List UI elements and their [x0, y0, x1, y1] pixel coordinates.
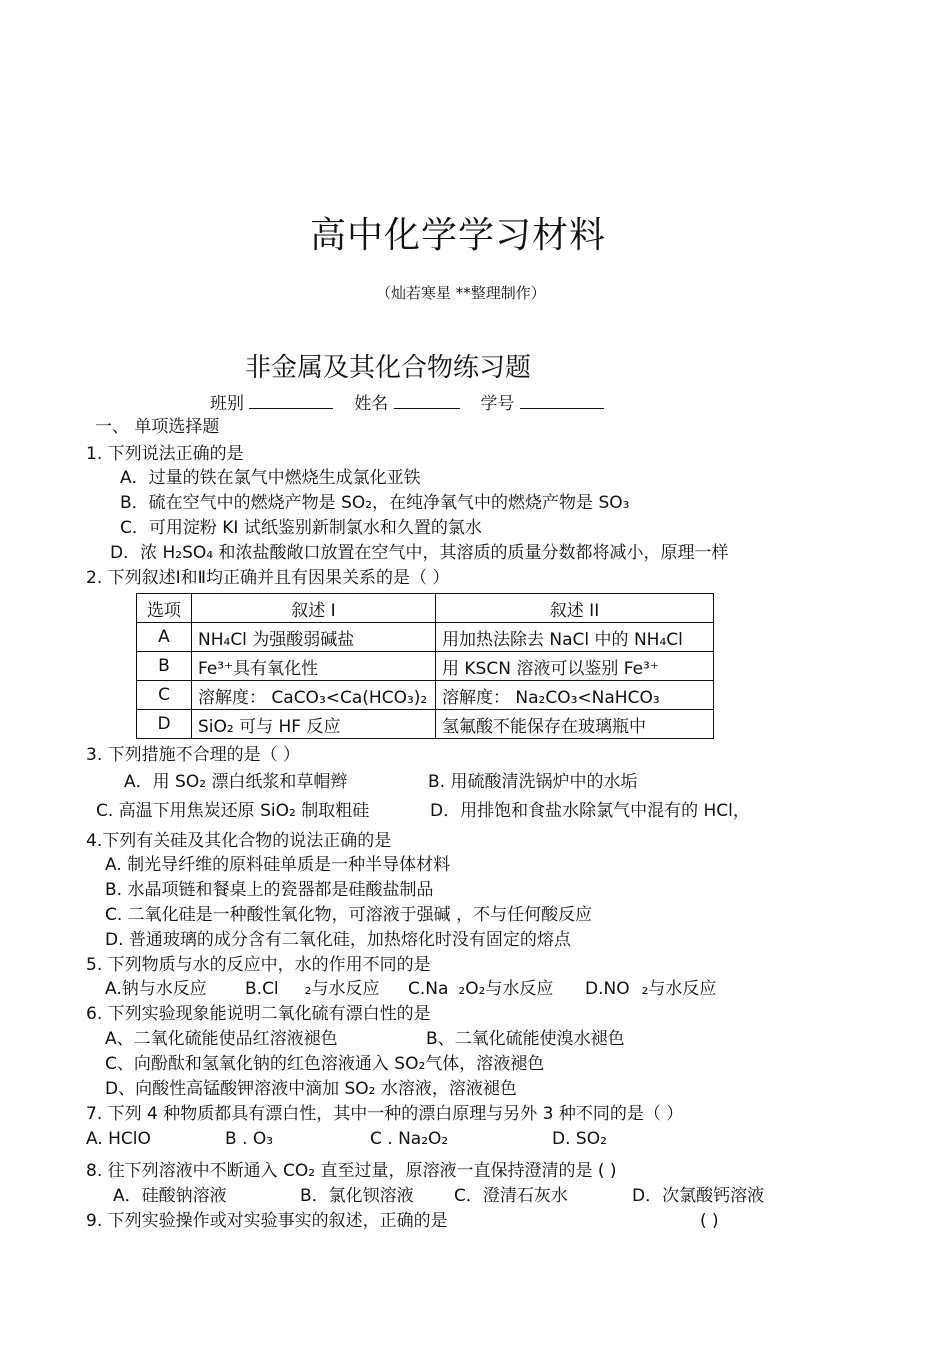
- q9-answer-paren: ( ): [700, 1211, 719, 1231]
- q6-option-a: A、二氧化硫能使品红溶液褪色: [105, 1029, 338, 1049]
- q1-option-d: D．浓 H₂SO₄ 和浓盐酸敞口放置在空气中，其溶质的质量分数都将减小，原理一样: [110, 543, 729, 563]
- worksheet-title: 非金属及其化合物练习题: [245, 353, 532, 383]
- q3-stem: 3. 下列措施不合理的是（ ）: [86, 745, 301, 765]
- q7-option-d: D. SO₂: [552, 1129, 607, 1149]
- q5-option-c: [408, 978, 553, 1000]
- q3-option-d: D．用排饱和食盐水除氯气中混有的 HCl，: [430, 801, 750, 821]
- q5-option-b-label: B.Cl: [245, 979, 279, 999]
- class-blank[interactable]: [249, 392, 333, 409]
- q8-option-b: B．氯化钡溶液: [300, 1186, 414, 1206]
- q5-option-c-label: C.Na: [408, 979, 449, 999]
- table-cell: 溶解度： CaCO₃<Ca(HCO₃)₂: [192, 681, 436, 710]
- id-label: 学号: [480, 394, 515, 414]
- q7-option-b: B . O₃: [225, 1129, 274, 1149]
- table-header: 叙述 I: [192, 594, 436, 623]
- table-cell: Fe³⁺具有氧化性: [192, 652, 436, 681]
- table-cell: 氢氟酸不能保存在玻璃瓶中: [436, 710, 714, 739]
- q8-option-d: D．次氯酸钙溶液: [632, 1186, 765, 1206]
- q6-stem: 6. 下列实验现象能说明二氧化硫有漂白性的是: [86, 1004, 431, 1024]
- student-info-row: [210, 392, 604, 415]
- table-row: [137, 623, 714, 652]
- table-header: 叙述 II: [436, 594, 714, 623]
- table-cell: NH₄Cl 为强酸弱碱盐: [192, 623, 436, 652]
- id-blank[interactable]: [520, 392, 604, 409]
- table-cell: 用 KSCN 溶液可以鉴别 Fe³⁺: [436, 652, 714, 681]
- q4-option-d: D. 普通玻璃的成分含有二氧化硅，加热熔化时没有固定的熔点: [105, 930, 571, 950]
- q6-option-c: C、向酚酞和氢氧化钠的红色溶液通入 SO₂气体，溶液褪色: [105, 1054, 545, 1074]
- q3-option-b: B. 用硫酸清洗锅炉中的水垢: [428, 772, 638, 792]
- table-cell: B: [137, 652, 192, 681]
- q8-option-a: A．硅酸钠溶液: [113, 1186, 227, 1206]
- q8-stem: 8. 往下列溶液中不断通入 CO₂ 直至过量，原溶液一直保持澄清的是 ( ): [86, 1161, 617, 1181]
- name-label: 姓名: [354, 394, 389, 414]
- name-blank[interactable]: [394, 392, 460, 409]
- table-cell: 溶解度： Na₂CO₃<NaHCO₃: [436, 681, 714, 710]
- table-header-row: [137, 594, 714, 623]
- table-header: 选项: [137, 594, 192, 623]
- q5-option-c-text: ₂O₂与水反应: [458, 979, 554, 999]
- q5-option-b: [245, 978, 380, 1000]
- table-cell: A: [137, 623, 192, 652]
- q4-option-c: C. 二氧化硅是一种酸性氧化物，可溶液于强碱 ，不与任何酸反应: [105, 905, 593, 925]
- q7-option-a: A. HClO: [86, 1129, 151, 1149]
- q8-option-c: C．澄清石灰水: [454, 1186, 568, 1206]
- q3-option-c: C. 高温下用焦炭还原 SiO₂ 制取粗硅: [96, 801, 370, 821]
- q4-option-b: B. 水晶项链和餐桌上的瓷器都是硅酸盐制品: [105, 880, 434, 900]
- q6-option-b: B、二氧化硫能使溴水褪色: [426, 1029, 625, 1049]
- table-row: [137, 710, 714, 739]
- q7-option-c: C . Na₂O₂: [370, 1129, 449, 1149]
- table-row: [137, 652, 714, 681]
- q9-stem: 9. 下列实验操作或对实验事实的叙述，正确的是: [86, 1211, 448, 1231]
- q4-stem: 4.下列有关硅及其化合物的说法正确的是: [86, 831, 392, 851]
- q2-stem: 2. 下列叙述Ⅰ和Ⅱ均正确并且有因果关系的是（ ）: [86, 568, 450, 588]
- class-label: 班别: [210, 394, 244, 414]
- table-cell: SiO₂ 可与 HF 反应: [192, 710, 436, 739]
- page-title: 高中化学学习材料: [310, 215, 607, 256]
- q3-option-a: A．用 SO₂ 漂白纸浆和草帽辫: [124, 772, 348, 792]
- q1-stem: 1. 下列说法正确的是: [86, 444, 244, 464]
- q5-option-d-text: ₂与水反应: [641, 979, 717, 999]
- q1-option-c: C．可用淀粉 KI 试纸鉴别新制氯水和久置的氯水: [120, 518, 482, 538]
- q1-option-a: A．过量的铁在氯气中燃烧生成氯化亚铁: [120, 468, 421, 488]
- q1-option-b: B．硫在空气中的燃烧产物是 SO₂，在纯净氧气中的燃烧产物是 SO₃: [120, 493, 630, 513]
- q5-stem: 5. 下列物质与水的反应中，水的作用不同的是: [86, 955, 431, 975]
- table-cell: C: [137, 681, 192, 710]
- table-cell: D: [137, 710, 192, 739]
- credit-line: （灿若寒星 **整理制作）: [376, 284, 546, 302]
- q4-option-a: A. 制光导纤维的原料硅单质是一种半导体材料: [105, 855, 451, 875]
- table-cell: 用加热法除去 NaCl 中的 NH₄Cl: [436, 623, 714, 652]
- q5-option-d-label: D.NO: [585, 979, 630, 999]
- q5-option-a: A.钠与水反应: [105, 979, 207, 999]
- q7-stem: 7. 下列 4 种物质都具有漂白性，其中一种的漂白原理与另外 3 种不同的是（ ）: [86, 1104, 684, 1124]
- q5-option-b-text: ₂与水反应: [304, 979, 380, 999]
- q2-table: [136, 593, 714, 739]
- q6-option-d: D、向酸性高锰酸钾溶液中滴加 SO₂ 水溶液，溶液褪色: [105, 1079, 517, 1099]
- table-row: [137, 681, 714, 710]
- section-heading: 一、 单项选择题: [95, 417, 220, 437]
- q5-option-d: [585, 978, 716, 1000]
